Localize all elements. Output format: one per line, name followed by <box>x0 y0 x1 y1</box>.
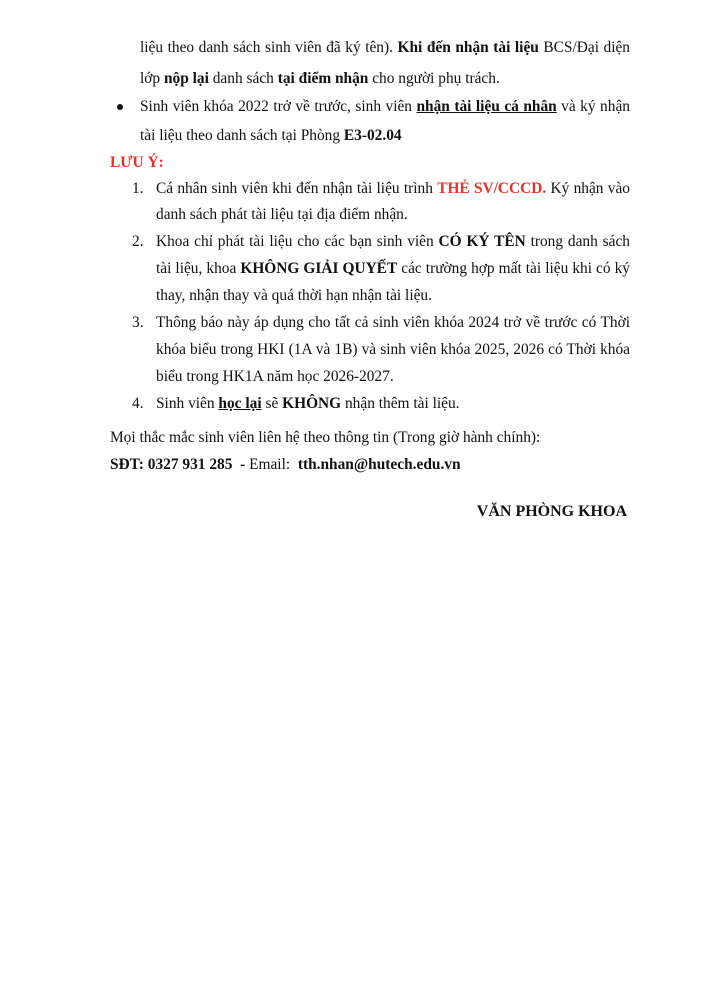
note2-line2 <box>156 259 630 279</box>
note1-line2: danh sách phát tài liệu tại địa điểm nhận. <box>156 206 408 223</box>
text: tài liệu, khoa <box>156 260 241 277</box>
note3-line2: khóa biểu trong HKI (1A và 1B) và sinh viên khóa 2025, 2026 có Thời khóa <box>156 341 630 358</box>
text: trong danh sách <box>525 233 631 250</box>
list-number: 4. <box>132 395 144 412</box>
text: danh sách <box>208 70 278 87</box>
note3-line1: Thông báo này áp dụng cho tất cả sinh viên khóa 2024 trở về trước có Thời <box>156 314 630 331</box>
phone-number: SĐT: 0327 931 285 <box>110 456 233 473</box>
note4-line1 <box>156 394 460 414</box>
bold-text: tại điểm nhận <box>277 70 369 87</box>
text: tài liệu theo danh sách tại Phòng <box>140 127 344 144</box>
note3-line3: biểu trong HK1A năm học 2026-2027. <box>156 368 394 385</box>
para1-line1 <box>140 38 630 58</box>
text: lớp <box>140 70 164 87</box>
text: Sinh viên khóa 2022 trở về trước, sinh viên <box>140 98 417 115</box>
text: Sinh viên <box>156 395 219 412</box>
text: Ký nhận vào <box>546 180 630 197</box>
bold-text: nộp lại <box>163 70 209 87</box>
note2-line1 <box>156 232 630 252</box>
email-label: Email: <box>249 456 298 473</box>
signature: VĂN PHÒNG KHOA <box>476 503 627 520</box>
separator: - <box>232 456 250 473</box>
note-heading: LƯU Ý: <box>110 154 164 171</box>
text: cho người phụ trách. <box>368 70 500 87</box>
room-code: E3-02.04 <box>343 127 402 144</box>
bold-text: KHÔNG <box>282 395 342 412</box>
bold-text: KHÔNG GIẢI QUYẾT <box>240 260 398 277</box>
text: Khoa chỉ phát tài liệu cho các bạn sinh viên <box>156 233 439 250</box>
bold-text: Khi đến nhận tài liệu <box>397 39 539 56</box>
list-number: 2. <box>132 233 144 250</box>
bold-underline-text: nhận tài liệu cá nhân <box>416 98 557 115</box>
note1-line1 <box>156 179 630 199</box>
para1-line2 <box>140 69 500 89</box>
contact-intro: Mọi thắc mắc sinh viên liên hệ theo thông tin (Trong giờ hành chính): <box>110 429 541 446</box>
bold-underline-text: học lại <box>218 395 262 412</box>
list-number: 3. <box>132 314 144 331</box>
email-address: tth.nhan@hutech.edu.vn <box>297 456 461 473</box>
text: liệu theo danh sách sinh viên đã ký tên). <box>140 39 398 56</box>
text: BCS/Đại diện <box>538 39 631 56</box>
bold-text: CÓ KÝ TÊN <box>438 233 526 250</box>
note2-line3: thay, nhận thay và quá thời hạn nhận tài liệu. <box>156 287 432 304</box>
highlight-text: THẺ SV/CCCD. <box>437 180 547 197</box>
text: và ký nhận <box>556 98 630 115</box>
bullet-icon <box>117 104 123 110</box>
list-number: 1. <box>132 180 144 197</box>
text: Cá nhân sinh viên khi đến nhận tài liệu trình <box>156 180 438 197</box>
text: sẽ <box>261 395 283 412</box>
text: nhận thêm tài liệu. <box>341 395 460 412</box>
bullet2-line2 <box>140 126 402 146</box>
text: các trường hợp mất tài liệu khi có ký <box>397 260 630 277</box>
bullet2-line1 <box>140 97 630 117</box>
contact-line <box>110 455 461 475</box>
